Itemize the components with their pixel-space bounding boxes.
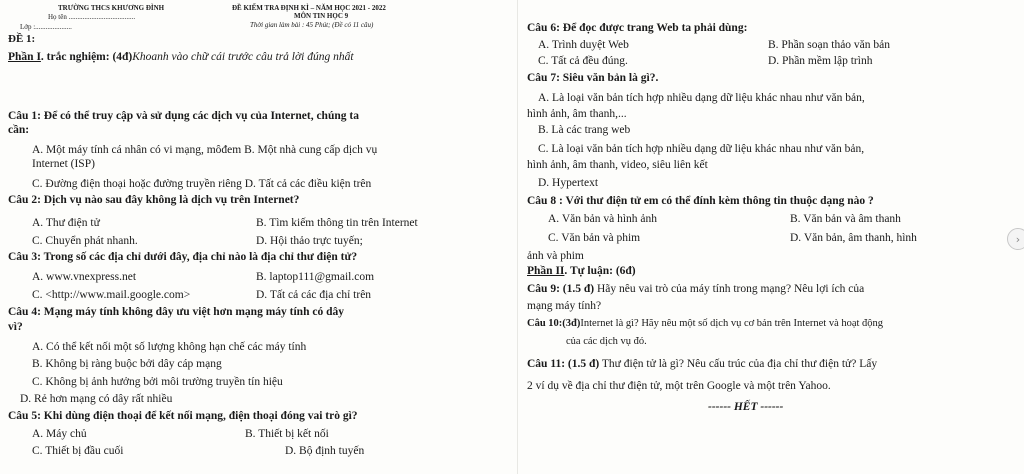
question-7-option-a-cont: hình ảnh, âm thanh,... [527, 108, 627, 120]
exam-code: ĐỀ 1: [8, 33, 36, 45]
part1-heading [8, 51, 354, 63]
question-5-option-d: D. Bộ định tuyến [285, 445, 365, 457]
question-10-text-cont: của các dịch vụ đó. [566, 336, 647, 347]
part2-label: Phần II [527, 265, 565, 277]
question-8-option-c: C. Văn bản và phim [548, 232, 641, 244]
question-7-option-b: B. Là các trang web [538, 124, 631, 136]
scroll-next-button[interactable] [1007, 228, 1024, 250]
question-3-option-b: B. laptop111@gmail.com [256, 271, 375, 283]
exam-time-note: Thời gian làm bài : 45 Phút; (Đề có 11 câu) [250, 21, 374, 29]
question-7-option-d: D. Hypertext [538, 177, 599, 189]
question-11-text-cont: 2 ví dụ về địa chỉ thư điện tử, một trên Google và một trên Yahoo. [527, 380, 831, 392]
question-1-text: Câu 1: Để có thể truy cập và sử dụng các dịch vụ của Internet, chúng ta [8, 110, 359, 122]
question-5-option-c: C. Thiết bị đầu cuối [32, 445, 124, 457]
question-8-option-b: B. Văn bản và âm thanh [790, 213, 901, 225]
question-2-option-c: C. Chuyển phát nhanh. [32, 235, 138, 247]
question-4-text: Câu 4: Mạng máy tính không dây ưu việt hơn mạng máy tính có dây [8, 306, 344, 318]
question-4-option-d: D. Rẻ hơn mạng có dây rất nhiều [20, 393, 173, 405]
question-4-option-b: B. Không bị ràng buộc bởi dây cáp mạng [32, 358, 222, 370]
part2-title: . Tự luận: (6đ) [564, 265, 636, 277]
question-5-option-a: A. Máy chủ [32, 428, 87, 440]
part1-label: Phần I [8, 51, 41, 63]
question-6-option-b: B. Phần soạn thảo văn bản [768, 39, 891, 51]
question-1-option-a-cont: Internet (ISP) [32, 158, 95, 170]
question-10-text: Câu 10:(3đ)Internet là gì? Hãy nêu một số dịch vụ cơ bản trên Internet và hoạt động [527, 318, 884, 329]
column-divider [517, 0, 518, 474]
question-11-text: Câu 11: (1.5 đ) Thư điện tử là gì? Nêu cấu trúc của địa chỉ thư điện tử? Lấy [527, 358, 878, 370]
question-6-text: Câu 6: Để đọc được trang Web ta phải dùng: [527, 22, 748, 34]
question-4-option-a: A. Có thể kết nối một số lượng không hạn chế các máy tính [32, 341, 307, 353]
part2-heading [527, 265, 636, 277]
question-7-option-a: A. Là loại văn bản tích hợp nhiều dạng dữ liệu khác nhau như văn bản, [538, 92, 865, 104]
question-6-option-d: D. Phần mềm lập trình [768, 55, 873, 67]
question-3-option-c: C. <http://www.mail.google.com> [32, 289, 191, 301]
question-2-option-b: B. Tìm kiếm thông tin trên Internet [256, 217, 418, 229]
class-field-label: Lớp :..................... [20, 23, 72, 31]
name-field-label: Họ tên ...................................... [48, 13, 136, 21]
question-5-text: Câu 5: Khi dùng điện thoại để kết nối mạng, điện thoại đóng vai trò gì? [8, 410, 358, 422]
question-8-option-a: A. Văn bản và hình ảnh [548, 213, 658, 225]
question-9-text: Câu 9: (1.5 đ) Hãy nêu vai trò của máy tính trong mạng? Nêu lợi ích của [527, 283, 865, 295]
exam-subject: MÔN TIN HỌC 9 [294, 12, 349, 20]
question-7-option-c-cont: hình ảnh, âm thanh, video, siêu liên kết [527, 159, 708, 171]
question-2-option-d: D. Hội thảo trực tuyến; [256, 235, 363, 247]
question-7-option-c: C. Là loại văn bản tích hợp nhiều dạng dữ liệu khác nhau như văn bản, [538, 143, 865, 155]
question-3-text: Câu 3: Trong số các địa chỉ dưới đây, địa chỉ nào là địa chỉ thư điện tử? [8, 251, 358, 263]
question-2-text: Câu 2: Dịch vụ nào sau đây không là dịch vụ trên Internet? [8, 194, 300, 206]
question-6-option-a: A. Trình duyệt Web [538, 39, 629, 51]
question-8-option-d-cont: ảnh và phim [527, 250, 584, 262]
question-3-option-a: A. www.vnexpress.net [32, 271, 137, 283]
question-5-option-b: B. Thiết bị kết nối [245, 428, 329, 440]
chevron-right-icon: › [1015, 233, 1021, 246]
part1-instruction: Khoanh vào chữ cái trước câu trả lời đúng nhất [132, 51, 354, 63]
question-8-text: Câu 8 : Với thư điện tử em có thể đính kèm thông tin thuộc dạng nào ? [527, 195, 874, 207]
question-7-text: Câu 7: Siêu văn bản là gì?. [527, 72, 659, 84]
part1-title: . trắc nghiệm: (4đ) [40, 51, 133, 63]
end-marker: ------ HẾT ------ [708, 401, 784, 413]
question-6-option-c: C. Tất cả đều đúng. [538, 55, 628, 67]
question-1-text-cont: cần: [8, 124, 30, 136]
school-name: TRƯỜNG THCS KHƯƠNG ĐÌNH [58, 4, 165, 12]
question-1-option-c: C. Đường điện thoại hoặc đường truyền riêng D. Tất cả các điều kiện trên [32, 178, 372, 190]
question-4-option-c: C. Không bị ảnh hưởng bởi môi trường truyền tín hiệu [32, 376, 283, 388]
question-2-option-a: A. Thư điện tử [32, 217, 100, 229]
exam-title: ĐỀ KIỂM TRA ĐỊNH KÌ – NĂM HỌC 2021 - 2022 [232, 4, 386, 12]
question-4-text-cont: vì? [8, 321, 23, 333]
question-8-option-d: D. Văn bản, âm thanh, hình [790, 232, 917, 244]
question-3-option-d: D. Tất cả các địa chỉ trên [256, 289, 372, 301]
question-9-text-cont: mạng máy tính? [527, 300, 602, 312]
question-1-option-a: A. Một máy tính cá nhân có vi mạng, môđem B. Một nhà cung cấp dịch vụ [32, 144, 378, 156]
